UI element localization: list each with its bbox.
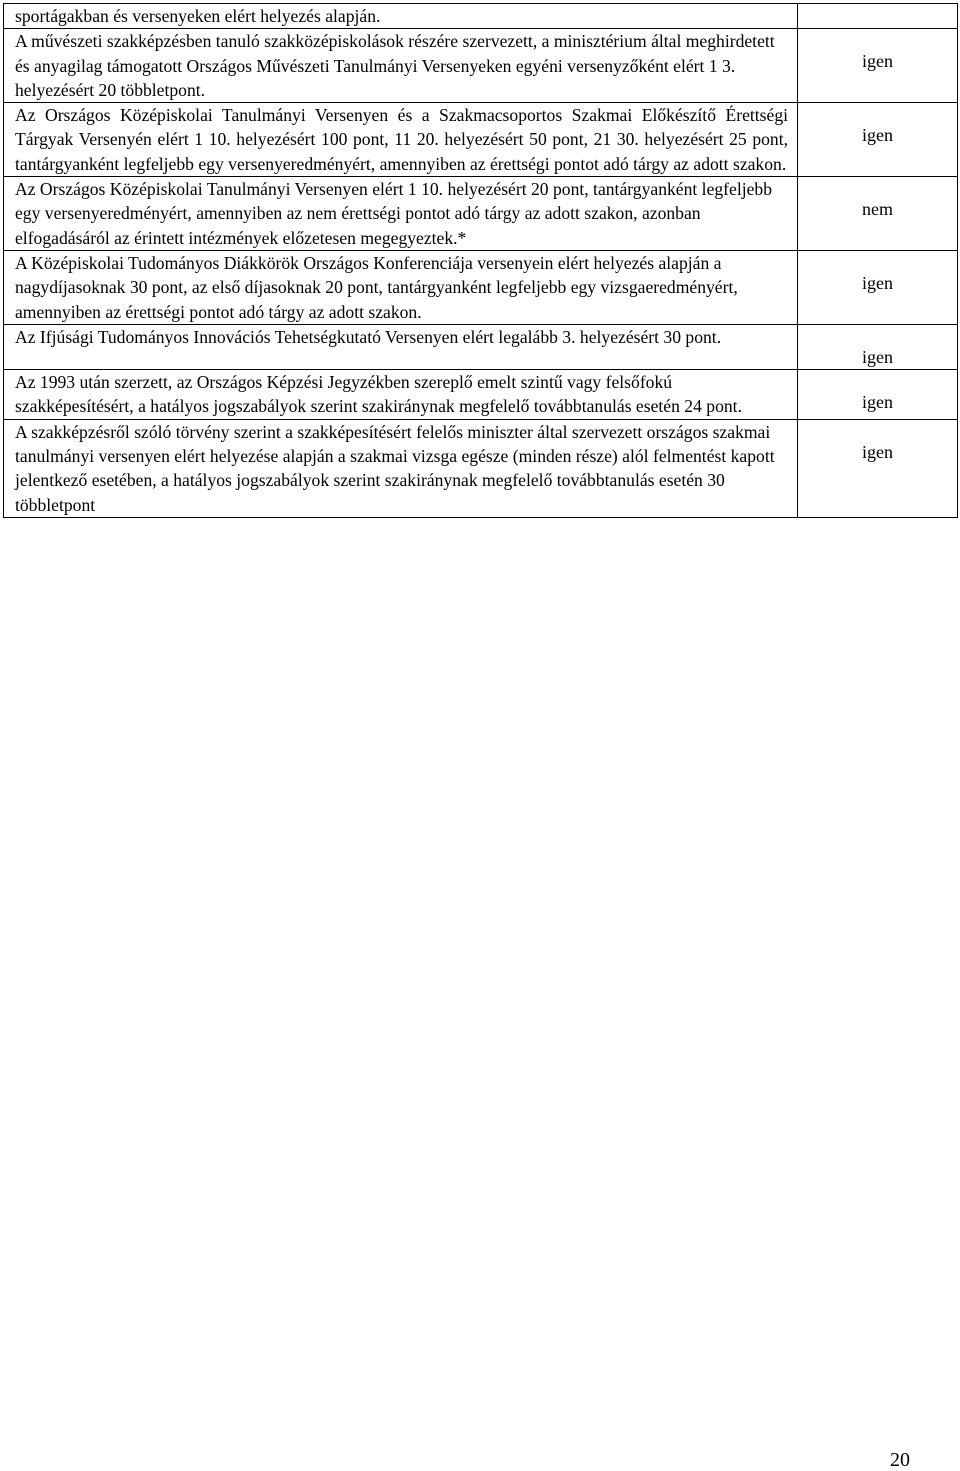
row-flag [798,324,958,369]
table-row [4,4,958,29]
table-row [4,250,958,324]
row-description: Az Országos Középiskolai Tanulmányi Versenyen és a Szakmacsoportos Szakmai Előkészítő Érettségi Tárgyak Versenyén elért 1 10. helyezésért 100 pont, 11 20. helyezésért 50 pont, 21 30. helyezésért 25 pont, tantárgyanként legfeljebb egy versenyeredményért, amennyiben az érettségi pontot adó tárgy az adott szakon. [4,103,798,177]
table-row [4,324,958,369]
table-row [4,177,958,251]
row-description: Az 1993 után szerzett, az Országos Képzési Jegyzékben szereplő emelt szintű vagy felsőfokú szakképesítésért, a hatályos jogszabályok szerint szakiránynak megfelelő továbbtanulás esetén 24 pont. [4,370,798,420]
table-row [4,29,958,103]
flag-value: igen [862,51,893,72]
flag-cell-empty [798,4,958,29]
table-row [4,370,958,420]
flag-value: igen [862,346,893,367]
flag-value: igen [862,272,893,293]
table-row [4,103,958,177]
row-description: A szakképzésről szóló törvény szerint a szakképesítésért felelős miniszter által szervezett országos szakmai tanulmányi versenyen elért helyezése alapján a szakmai vizsga egésze (minden része) alól felmentést kapott jelentkező esetében, a hatályos jogszabályok szerint szakiránynak megfelelő továbbtanulás esetén 30 többletpont [4,419,798,517]
flag-value: igen [862,441,893,462]
row-flag [798,29,958,103]
table-row [4,419,958,517]
row-flag [798,103,958,177]
flag-value: igen [862,392,893,413]
row-flag [798,370,958,420]
row-flag [798,177,958,251]
row-description: A Középiskolai Tudományos Diákkörök Országos Konferenciája versenyein elért helyezés alapján a nagydíjasoknak 30 pont, az első díjasoknak 20 pont, tantárgyanként legfeljebb egy vizsgaeredményért, amennyiben az érettségi pontot adó tárgy az adott szakon. [4,250,798,324]
row-description: Az Országos Középiskolai Tanulmányi Versenyen elért 1 10. helyezésért 20 pont, tantárgyanként legfeljebb egy versenyeredményért, amennyiben az nem érettségi pontot adó tárgy az adott szakon, azonban elfogadásáról az érintett intézmények előzetesen megegyeztek.* [4,177,798,251]
flag-value: nem [862,199,893,220]
flag-value: igen [862,125,893,146]
criteria-table [3,3,958,518]
row-description: Az Ifjúsági Tudományos Innovációs Tehetségkutató Versenyen elért legalább 3. helyezésért 30 pont. [4,324,798,369]
row-flag [798,419,958,517]
row-flag [798,250,958,324]
row-description: A művészeti szakképzésben tanuló szakközépiskolások részére szervezett, a minisztérium által meghirdetett és anyagilag támogatott Országos Művészeti Tanulmányi Versenyeken egyéni versenyzőként elért 1 3. helyezésért 20 többletpont. [4,29,798,103]
page-number: 20 [890,1449,910,1471]
continuation-text: sportágakban és versenyeken elért helyezés alapján. [4,4,798,29]
